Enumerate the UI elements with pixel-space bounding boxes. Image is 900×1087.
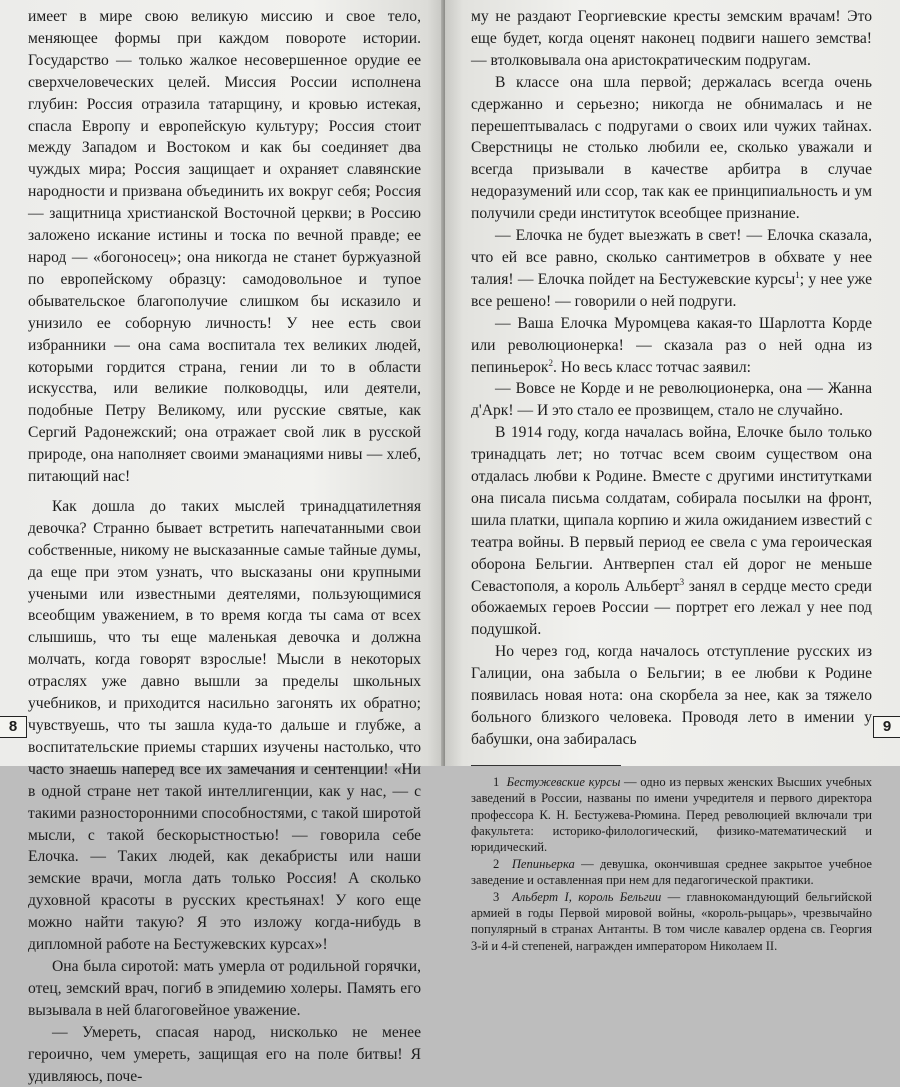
footnote-number: 1: [493, 774, 500, 789]
footnote-text: — главнокомандующий бельгийской армией в годы Первой мировой войны, «король-рыцарь», чрезвычайно популярный в странах Антанты. В том числе кавалер ордена св. Георгия 3-й и 4-й степеней, награжден императором Николаем II.: [471, 889, 873, 953]
footnote-text: — девушка, окончившая среднее закрытое учебное заведение и оставленная при нем для педагогической практики.: [471, 856, 872, 888]
paragraph: [471, 313, 872, 379]
footnote-ref[interactable]: 2: [548, 357, 554, 368]
paragraph: [471, 422, 872, 641]
paragraph: Она была сиротой: мать умерла от родильной горячки, отец, земский врач, погиб в эпидемию холеры. Память его вызывала в ней благоговейное уважение.: [28, 957, 421, 1019]
paragraph: [471, 225, 872, 313]
footnote-term: Бестужевские курсы: [506, 774, 621, 789]
footnote-number: 2: [493, 856, 500, 871]
text-run: . Но весь класс тотчас заявил:: [553, 358, 751, 376]
paragraph: Но через год, когда началось отступление русских из Галиции, она забыла о Бельгии; в ее любви к Родине появилась новая нота: она скорбела за нее, как за тяжело больного близкого человека. Проводя лето в имении у бабушки, она забиралась: [471, 643, 872, 748]
text-run: занял в сердце место среди обожаемых героев России — портрет его лежал у нее под подушкой.: [471, 577, 872, 639]
footnote-text: — одно из первых женских Высших учебных заведений в России, названы по имени учредителя и первого директора профессора К. Н. Бестужева-Рюмина. Перед революцией включали три факультета: историко-филологический, физико-математический и юридический.: [471, 774, 872, 855]
footnote-term: Пепиньерка: [511, 856, 575, 871]
footnote-number: 3: [493, 889, 500, 904]
text-run: — Ваша Елочка Муромцева какая-то Шарлотта Корде или революционерка! — сказала раз о ней одна из пепиньерок: [471, 314, 872, 376]
footnote-ref[interactable]: 1: [795, 269, 800, 280]
paragraph: му не раздают Георгиевские кресты земским врачам! Это еще будет, когда оценят наконец подвиги нашего земства! — втолковывала она аристократическим подругам.: [471, 8, 872, 69]
footnote: [471, 774, 872, 856]
paragraph: — Вовсе не Корде и не революционерка, она — Жанна д'Арк! — И это стало ее прозвищем, стало не случайно.: [471, 380, 872, 420]
page-number: 8: [0, 716, 27, 738]
paragraph: В классе она шла первой; держалась всегда очень сдержанно и серьезно; никогда не обнималась и не перешептывалась с подругами о своих или чужих тайнах. Сверстницы не столько любили ее, сколько уважали и всегда призывали в качестве арбитра в случае недоразумений или ссор, так как ее принципиальность и ум получили среди институток всеобщее признание.: [471, 73, 872, 223]
text-run: ; у нее уже все решено! — говорили о ней подруги.: [471, 270, 872, 310]
right-page: [445, 0, 900, 953]
left-page: [0, 0, 445, 1085]
text-run: В 1914 году, когда началась война, Елочке было только тринадцать лет; но тотчас всем своим существом она отдалась любви к Родине. Вместе с другими институтками она писала письма солдатам, собирала посылки на фронт, шила платки, щипала корпию и жила ожиданием известий с театра войны. В первый период ее свела с ума героическая оборона Бельгии. Антверпен стал ей дорог не меньше Севастополя, а король Альберт: [471, 424, 872, 595]
page-number: 9: [873, 716, 900, 738]
paragraph: — Умереть, спасая народ, нисколько не менее героично, чем умереть, защищая его на поле битвы! Я удивляюсь, поче-: [28, 1023, 421, 1085]
footnote: [471, 889, 872, 955]
footnote-term: Альберт I, король Бельгии: [512, 889, 662, 904]
footnote-ref[interactable]: 3: [679, 576, 685, 587]
paragraph: имеет в мире свою великую миссию и свое тело, меняющее формы при каждом повороте истории. Государство — только жалкое несовершенное орудие ее сверхчеловеческих целей. Миссия России исполнена глубин: Россия отразила татарщину, и кровью истекая, спасла Европу и европейскую культуру; Россия стоит между Западом и Востоком и как бы соединяет два чуждых мира; Россия защищает и охраняет славянские народности и призвана объединить их вокруг себя; Россия — защитница христианской Восточной церкви; в Россию заложено искание истины и тоска по вечной правде; ее народ — «богоносец»; она никогда не станет буржуазной по европейскому образцу: самодовольное и тупое обывательское благополучие слишком бы исказило и унизило ее соборную личность! У нее есть свои избранники — она сама воспитала тех великих людей, которыми гордится страна, гении ли то в области искусства, или великие полководцы, или деятели, подобные Петру Великому, или русские святые, как Сергий Радонежский; она отражает свой лик в русской природе, она наполняет своими эманациями нивы — хлеб, питающий нас!: [28, 8, 421, 486]
paragraph: Как дошла до таких мыслей тринадцатилетняя девочка? Странно бывает встретить напечатанными свои собственные, никому не высказанные самые тайные думы, да еще при этом узнать, что высказаны они крупными учеными или известными деятелями, пользующимися всеобщим уважением, в то время когда ты сама от всех слышишь, что ты еще маленькая девочка и должна молчать, когда говорят взрослые! Мысли в некоторых отраслях уже давно вышли за пределы школьных учебников, и приходится насильно загонять их обратно; чувствуешь, что ты зашла куда-то дальше и глубже, а воспитательские приемы старших изучены настолько, что часто знаешь наперед все их замечания и сентенции! «Ни в одной стране нет такой интеллигенции, как у нас, — с такими разносторонними способностями, с такой широтой мысли, с такой бескорыстностью! — говорила себе Елочка. — Таких людей, как декабристы или наши земские врачи, могла дать только Россия! А сколько духовной красоты в русских крестьянах! У кого еще можно найти такую? Я это изложу когда-нибудь в дипломной работе на Бестужевских курсах»!: [28, 497, 421, 954]
text-run: — Елочка не будет выезжать в свет! — Елочка сказала, что ей все равно, сколько сантиметров в обхвате у нее талия! — Елочка пойдет на Бестужевские курсы: [471, 227, 872, 288]
footnote: [471, 856, 872, 889]
